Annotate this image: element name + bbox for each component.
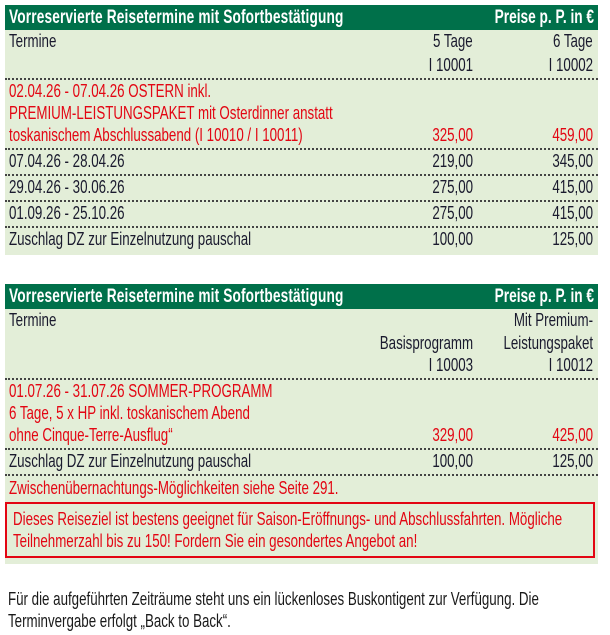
price-cell: 100,00 (432, 451, 473, 471)
column-code: I 10003 (428, 355, 473, 375)
price-cell: 329,00 (432, 425, 473, 445)
table-header-bar (5, 5, 598, 30)
column-code: I 10001 (428, 55, 473, 75)
price-cell: 325,00 (432, 125, 473, 145)
price-cell: 100,00 (432, 229, 473, 249)
column-label-termine: Termine (9, 31, 57, 51)
row-divider (5, 226, 598, 228)
price-cell: 459,00 (552, 125, 593, 145)
row-label-line: ohne Cinque-Terre-Ausflug“ (9, 425, 173, 445)
price-cell: 415,00 (552, 203, 593, 223)
price-cell: 275,00 (432, 203, 473, 223)
row-divider (5, 474, 598, 476)
price-cell: 125,00 (552, 451, 593, 471)
footer-line: Terminvergabe erfolgt „Back to Back“. (8, 611, 231, 631)
price-cell: 345,00 (552, 151, 593, 171)
price-note: Preise p. P. in € (494, 7, 594, 28)
row-divider (5, 200, 598, 202)
price-note: Preise p. P. in € (494, 286, 594, 307)
price-cell: 219,00 (432, 151, 473, 171)
row-label-line: 6 Tage, 5 x HP inkl. toskanischem Abend (9, 403, 250, 423)
footer-line: Für die aufgeführten Zeiträume steht uns ein lückenloses Buskontigent zur Verfügung. Die (8, 589, 539, 609)
column-header-basisprogramm: Basisprogramm (379, 333, 473, 353)
price-cell: 275,00 (432, 177, 473, 197)
column-header-6-tage: 6 Tage (553, 31, 593, 51)
notice-box (5, 502, 595, 558)
row-divider (5, 174, 598, 176)
overnight-note: Zwischenübernachtungs-Möglichkeiten siehe Seite 291. (9, 478, 339, 498)
row-divider (5, 148, 598, 150)
price-cell: 425,00 (552, 425, 593, 445)
table-header-bar (5, 284, 598, 309)
row-label: Zuschlag DZ zur Einzelnutzung pauschal (9, 229, 252, 249)
row-label-line: 01.07.26 - 31.07.26 SOMMER-PROGRAMM (9, 381, 273, 401)
price-cell: 415,00 (552, 177, 593, 197)
price-table-1 (5, 5, 598, 255)
row-divider (5, 78, 598, 80)
row-divider (5, 448, 598, 450)
row-label: 07.04.26 - 28.04.26 (9, 151, 125, 171)
column-code: I 10002 (548, 55, 593, 75)
row-label: 01.09.26 - 25.10.26 (9, 203, 125, 223)
row-divider (5, 378, 598, 380)
column-header-premium-line2: Leistungspaket (503, 333, 593, 353)
notice-line: Dieses Reiseziel ist bestens geeignet für Saison-Eröffnungs- und Abschlussfahrten. Mögliche (13, 509, 563, 529)
row-label: Zuschlag DZ zur Einzelnutzung pauschal (9, 451, 252, 471)
row-label-line: PREMIUM-LEISTUNGSPAKET mit Osterdinner anstatt (9, 103, 333, 123)
column-code: I 10012 (548, 355, 593, 375)
column-label-termine: Termine (9, 310, 57, 330)
price-cell: 125,00 (552, 229, 593, 249)
table-title: Vorreservierte Reisetermine mit Sofortbestätigung (9, 286, 344, 307)
table-title: Vorreservierte Reisetermine mit Sofortbestätigung (9, 7, 344, 28)
row-label: 29.04.26 - 30.06.26 (9, 177, 125, 197)
column-header-premium-line1: Mit Premium- (513, 310, 593, 330)
row-label-line: toskanischem Abschlussabend (I 10010 / I 10011) (9, 125, 303, 145)
notice-line: Teilnehmerzahl bis zu 150! Fordern Sie ein gesondertes Angebot an! (13, 531, 418, 551)
row-label-line: 02.04.26 - 07.04.26 OSTERN inkl. (9, 81, 212, 101)
column-header-5-tage: 5 Tage (433, 31, 473, 51)
